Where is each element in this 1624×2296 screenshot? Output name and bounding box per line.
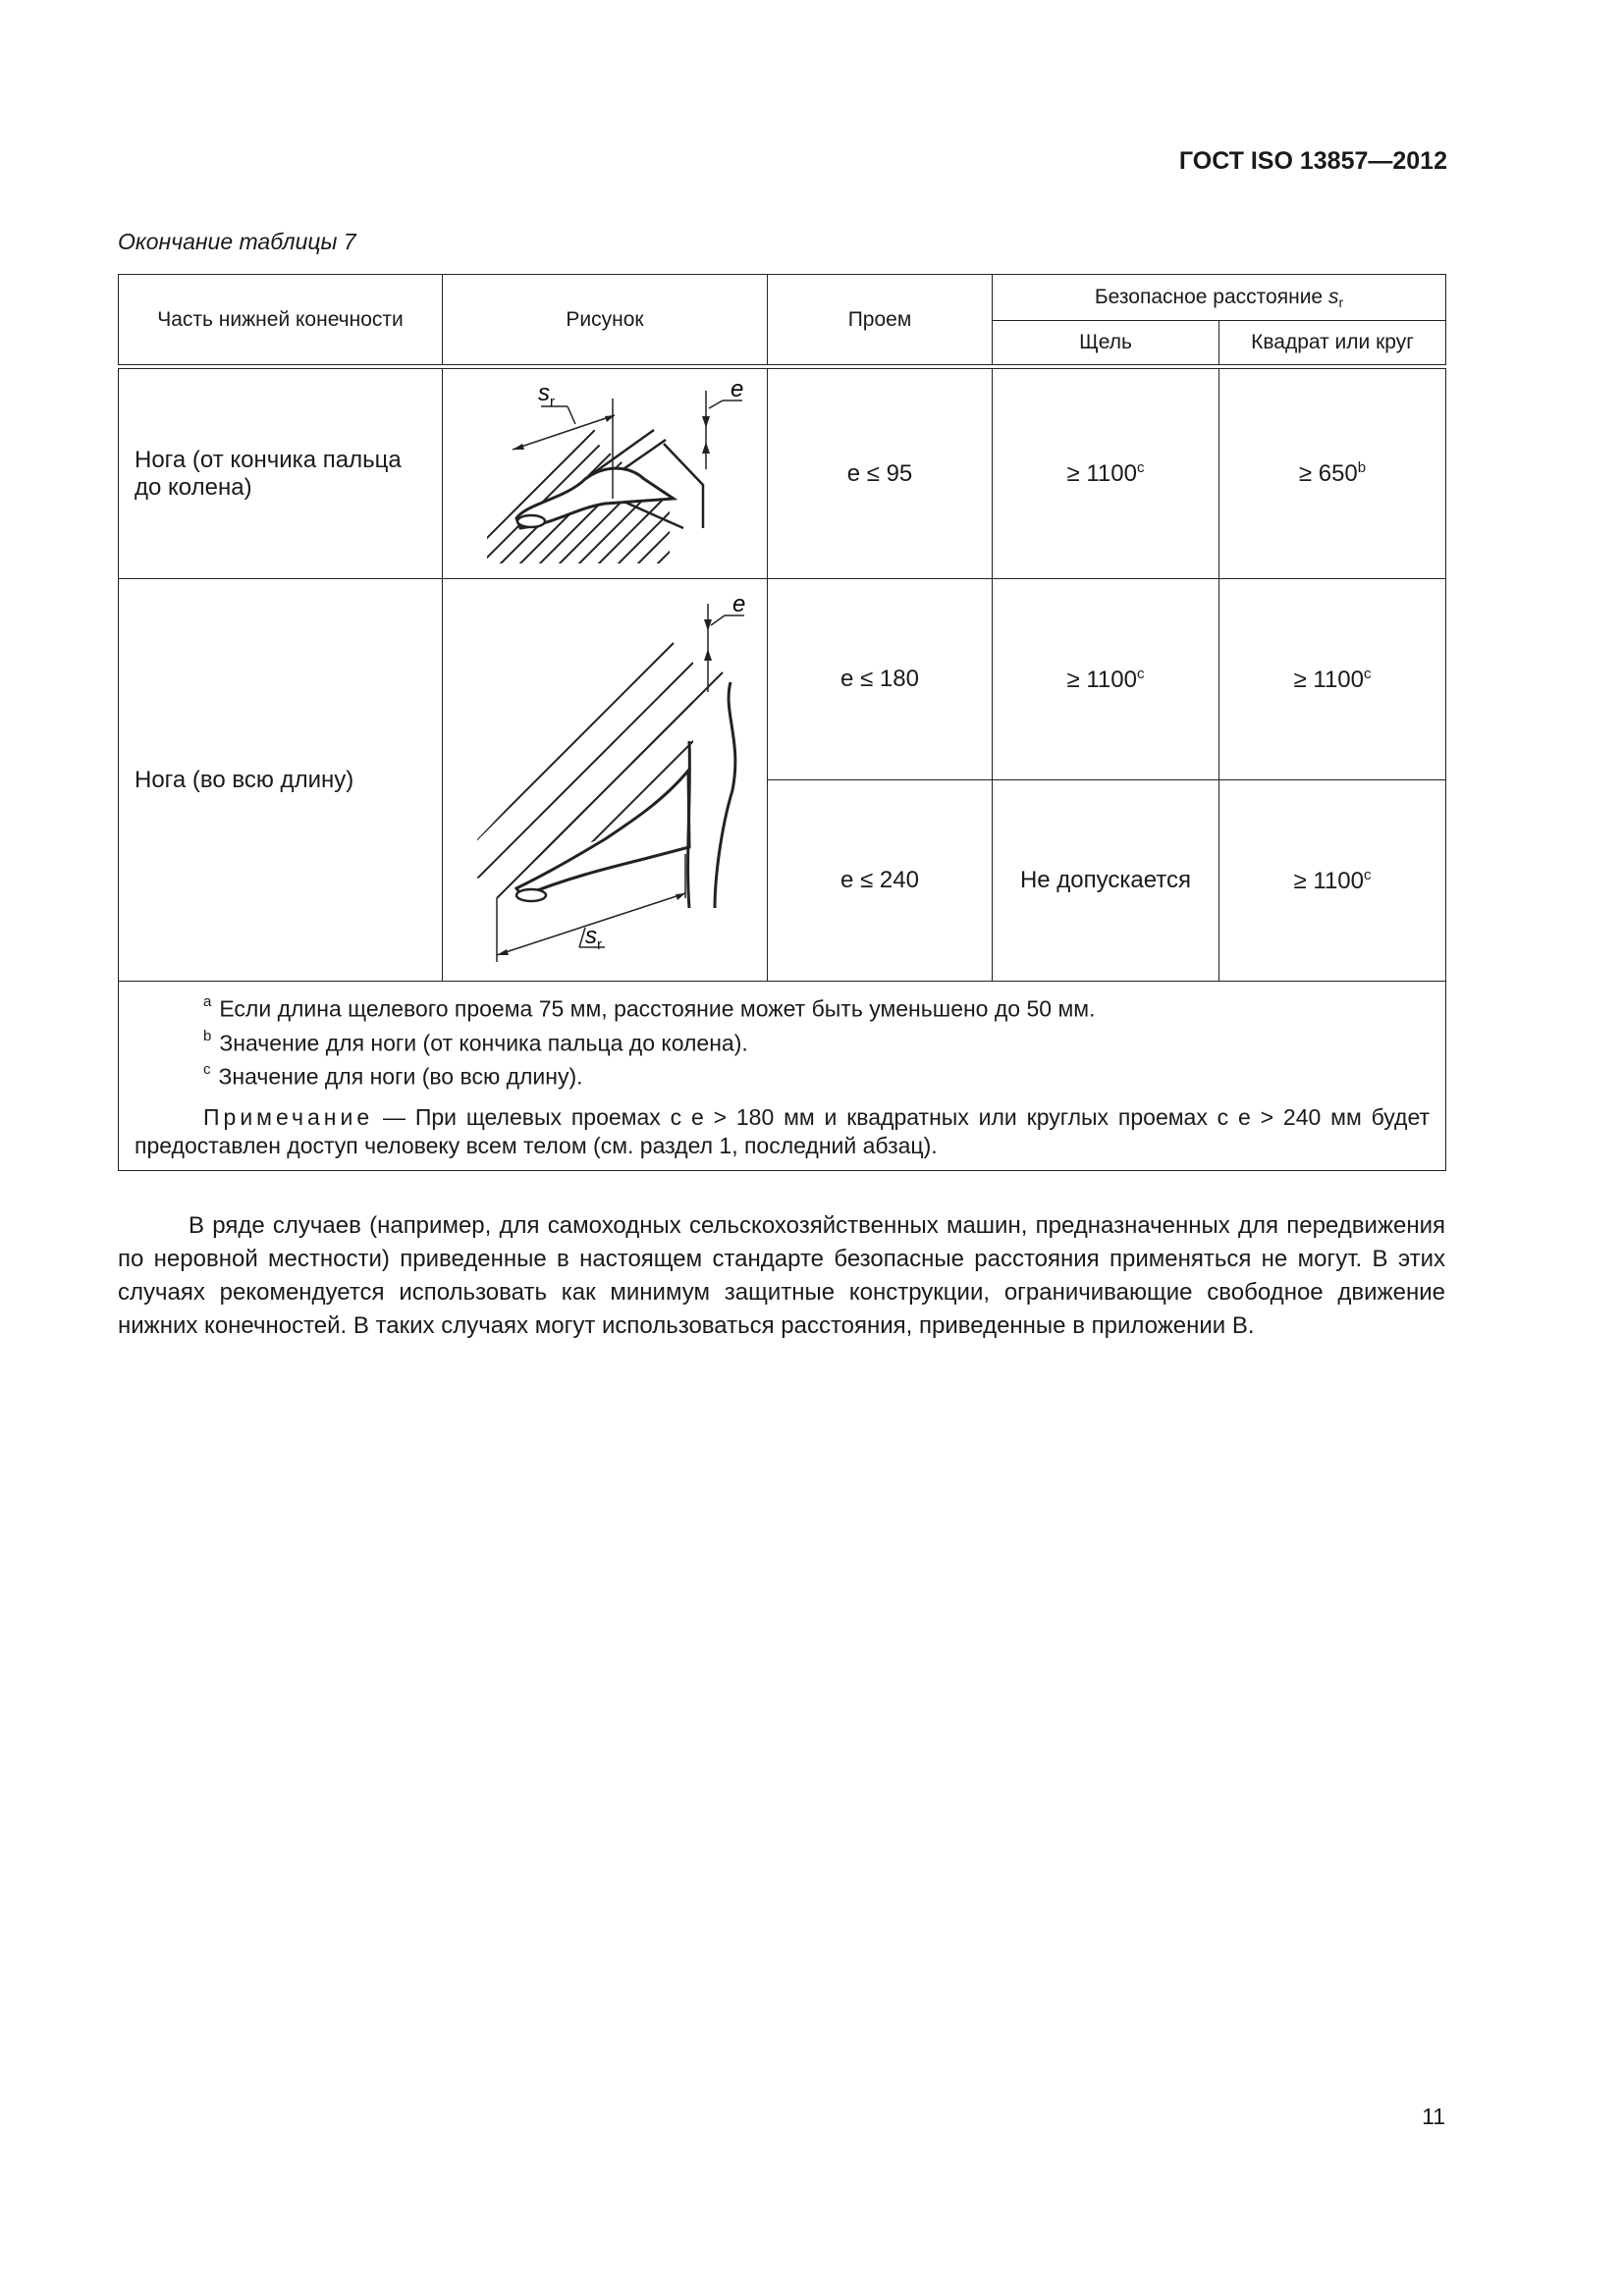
table-row — [119, 369, 1446, 579]
body-paragraph: В ряде случаев (например, для самоходных сельскохозяйственных машин, предназначенных для передвижения по неровной местности) приведенные в настоящем стандарте безопасные расстояния применяться не могут. В этих случаях рекомендуется использовать как минимум защитные конструкции, ограничивающие свободное движение нижних конечностей. В таких случаях могут использоваться расстояния, приведенные в приложении В. — [118, 1212, 1445, 1339]
table-note: Примечание — При щелевых проемах с e > 180 мм и квадратных или круглых проемах с e > 240 мм будет предоставлен доступ человеку всем телом (см. раздел 1, последний абзац). — [135, 1103, 1431, 1158]
page-number: 11 — [1422, 2104, 1445, 2129]
footnote-b: $^b$ Значение для ноги (от кончика пальца до колена). — [203, 1027, 748, 1056]
label-s: s — [585, 922, 597, 949]
table-caption: Окончание таблицы 7 — [118, 229, 356, 254]
full-leg-diagram — [458, 584, 752, 977]
row-square: ≥ $1100^c$ — [1219, 780, 1446, 982]
row-square: ≥ $1100^c$ — [1219, 579, 1446, 780]
row-part: Нога (от кончика пальца до колена) — [119, 369, 443, 579]
label-e: e — [731, 375, 744, 402]
header-slot: Щель — [993, 321, 1219, 365]
label-s: s — [538, 379, 550, 406]
label-s-sub: r — [597, 935, 602, 953]
figure-leg-to-knee — [443, 369, 768, 579]
label-e: e — [732, 590, 746, 617]
header-safe-distance: Безопасное расстояние $s_r$ — [993, 275, 1446, 321]
header-square-or-round: Квадрат или круг — [1219, 321, 1446, 365]
row-part: Нога (во всю длину) — [119, 579, 443, 982]
row-square: ≥ $650^b$ — [1219, 369, 1446, 579]
table-row — [119, 579, 1446, 780]
row-opening: e ≤ 95 — [768, 369, 993, 579]
header-figure: Рисунок — [443, 275, 768, 365]
figure-full-leg — [443, 579, 768, 982]
leg-to-knee-diagram — [458, 371, 752, 577]
footnote-c: $^c$ Значение для ноги (во всю длину). — [203, 1061, 583, 1090]
row-slot: ≥ $1100^c$ — [993, 369, 1219, 579]
label-s-sub: r — [550, 393, 555, 410]
table-footnotes — [119, 982, 1446, 1171]
header-part: Часть нижней конечности — [119, 275, 443, 365]
row-opening: e ≤ 180 — [768, 579, 993, 780]
footnote-a: $^a$ Если длина щелевого проема 75 мм, расстояние может быть уменьшено до 50 мм. — [203, 993, 1096, 1022]
document-code: ГОСТ ISO 13857—2012 — [1178, 147, 1447, 175]
row-opening: e ≤ 240 — [768, 780, 993, 982]
row-slot: Не допускается — [993, 780, 1219, 982]
safety-distance-table — [118, 274, 1446, 1171]
header-opening: Проем — [768, 275, 993, 365]
row-slot: ≥ $1100^c$ — [993, 579, 1219, 780]
